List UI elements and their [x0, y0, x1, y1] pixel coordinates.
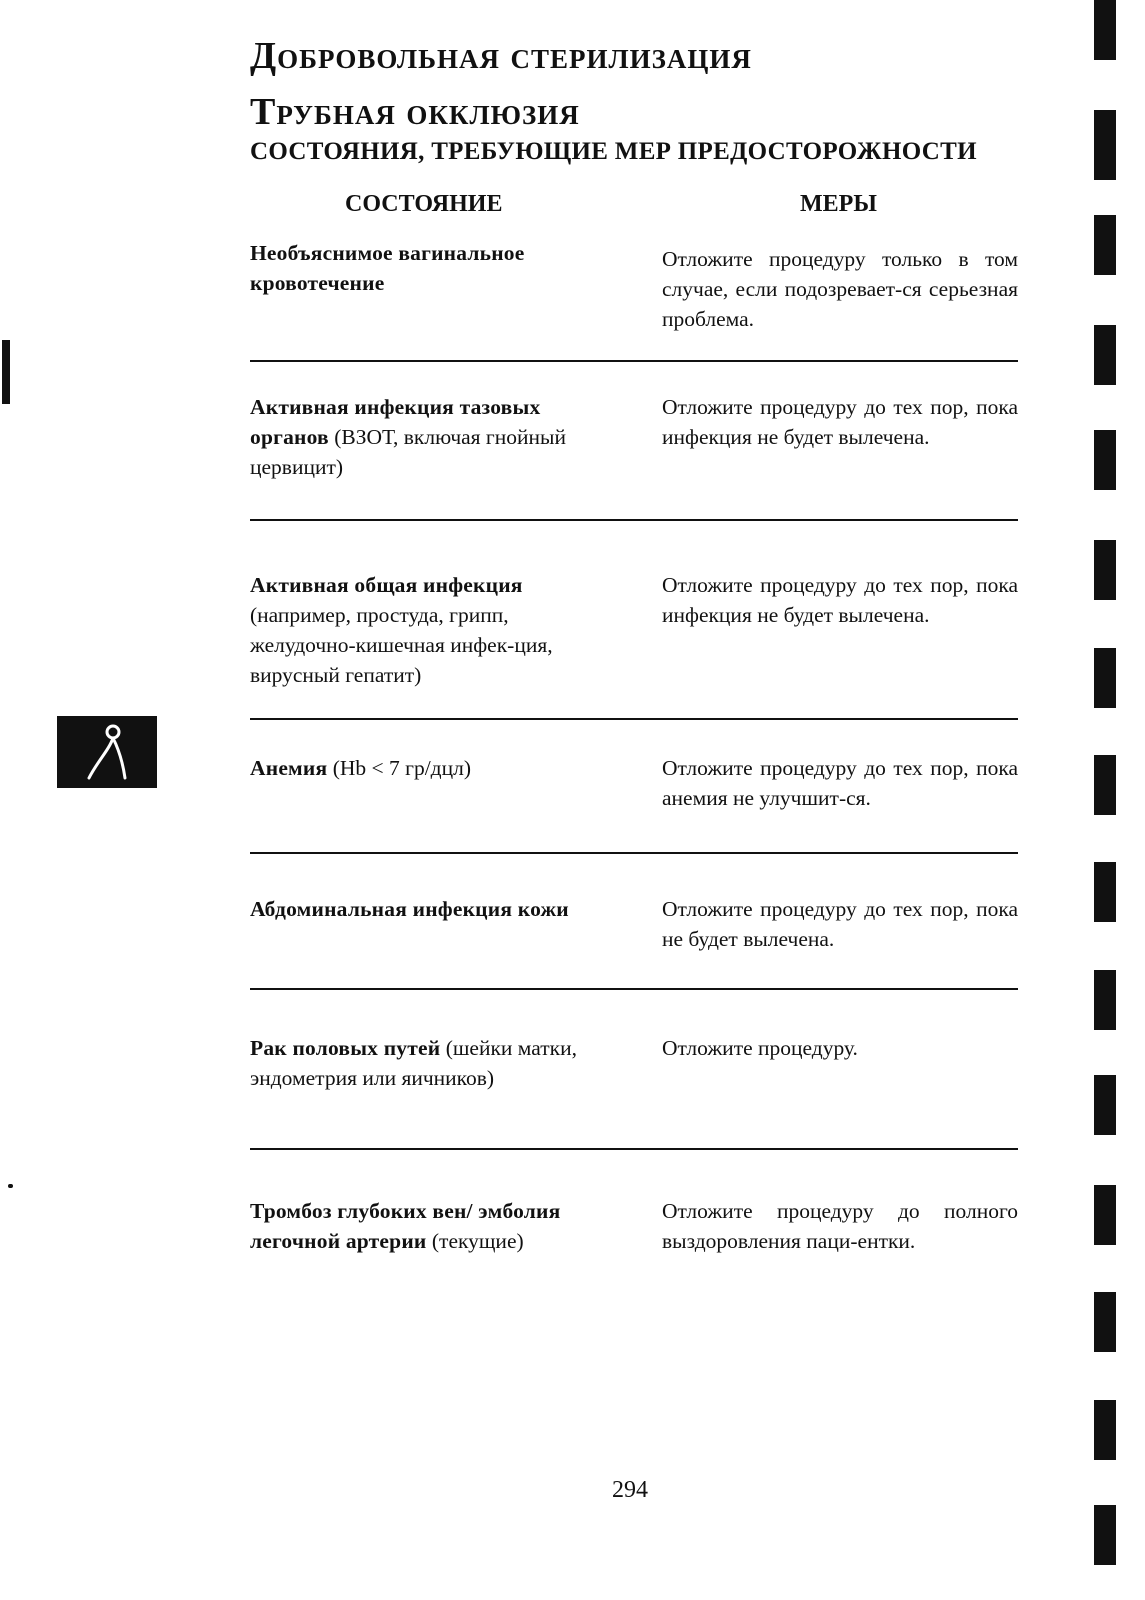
- condition-name: Активная инфекция тазовых органов: [250, 395, 541, 449]
- scan-dot: [8, 1184, 13, 1188]
- binding-mark: [1094, 215, 1116, 275]
- condition-cell: [250, 894, 570, 924]
- table-row: [250, 1033, 1018, 1093]
- binding-mark: [1094, 325, 1116, 385]
- condition-cell: [250, 392, 600, 482]
- scan-mark: [2, 340, 10, 404]
- binding-mark: [1094, 540, 1116, 600]
- row-divider: [250, 1148, 1018, 1150]
- measure-cell: Отложите процедуру до тех пор, пока анемия не улучшит-ся.: [662, 756, 1018, 810]
- condition-name: Активная общая инфекция: [250, 573, 523, 597]
- row-divider: [250, 988, 1018, 990]
- row-divider: [250, 360, 1018, 362]
- measure-cell: Отложите процедуру только в том случае, если подозревает-ся серьезная проблема.: [662, 247, 1018, 331]
- binding-mark: [1094, 1185, 1116, 1245]
- measure-cell: Отложите процедуру до тех пор, пока инфекция не будет вылечена.: [662, 573, 1018, 627]
- condition-cell: [250, 238, 595, 298]
- condition-note: (шейки матки, эндометрия или яичников): [250, 1036, 577, 1090]
- row-divider: [250, 519, 1018, 521]
- table-row: [250, 753, 1018, 810]
- condition-name: Рак половых путей: [250, 1036, 441, 1060]
- binding-mark: [1094, 755, 1116, 815]
- table-row: [250, 570, 1018, 690]
- table-row: [250, 1196, 1018, 1256]
- condition-cell: [250, 1033, 600, 1093]
- table-row: [250, 392, 1018, 482]
- condition-name: Тромбоз глубоких вен/ эмболия легочной артерии: [250, 1199, 561, 1253]
- condition-cell: [250, 753, 630, 783]
- condition-cell: [250, 1196, 570, 1256]
- condition-note: (Hb < 7 гр/дцл): [327, 756, 472, 780]
- binding-mark: [1094, 430, 1116, 490]
- condition-name: Необъяснимое вагинальное кровотечение: [250, 241, 525, 295]
- binding-mark: [1094, 648, 1116, 708]
- binding-mark: [1094, 862, 1116, 922]
- row-divider: [250, 852, 1018, 854]
- binding-mark: [1094, 1400, 1116, 1460]
- page-subtitle: СОСТОЯНИЯ, ТРЕБУЮЩИЕ МЕР ПРЕДОСТОРОЖНОСТИ: [250, 138, 977, 165]
- binding-mark: [1094, 1505, 1116, 1565]
- measure-cell: Отложите процедуру до тех пор, пока инфекция не будет вылечена.: [662, 395, 1018, 449]
- condition-name: Анемия: [250, 756, 328, 780]
- column-header-measures: МЕРЫ: [800, 191, 877, 217]
- column-header-condition: СОСТОЯНИЕ: [345, 191, 503, 217]
- table-row: [250, 894, 1018, 951]
- page-title-line2: Трубная окклюзия: [250, 91, 580, 133]
- measure-cell: Отложите процедуру.: [662, 1036, 858, 1060]
- condition-cell: [250, 570, 595, 690]
- binding-mark: [1094, 1075, 1116, 1135]
- table-row: [250, 238, 1018, 331]
- condition-note: (например, простуда, грипп, желудочно-кишечная инфек-ция, вирусный гепатит): [250, 603, 553, 687]
- condition-note: (текущие): [426, 1229, 524, 1253]
- page-title-line1: Добровольная стерилизация: [250, 35, 752, 77]
- female-figure-icon: [57, 716, 157, 788]
- measure-cell: Отложите процедуру до тех пор, пока не будет вылечена.: [662, 897, 1018, 951]
- binding-mark: [1094, 110, 1116, 180]
- binding-mark: [1094, 1292, 1116, 1352]
- measure-cell: Отложите процедуру до полного выздоровления паци-ентки.: [662, 1199, 1018, 1253]
- condition-note: (ВЗОТ, включая гнойный цервицит): [250, 425, 566, 479]
- binding-mark: [1094, 0, 1116, 60]
- condition-name: Абдоминальная инфекция кожи: [250, 897, 569, 921]
- row-divider: [250, 718, 1018, 720]
- page-number: 294: [612, 1477, 648, 1503]
- binding-mark: [1094, 970, 1116, 1030]
